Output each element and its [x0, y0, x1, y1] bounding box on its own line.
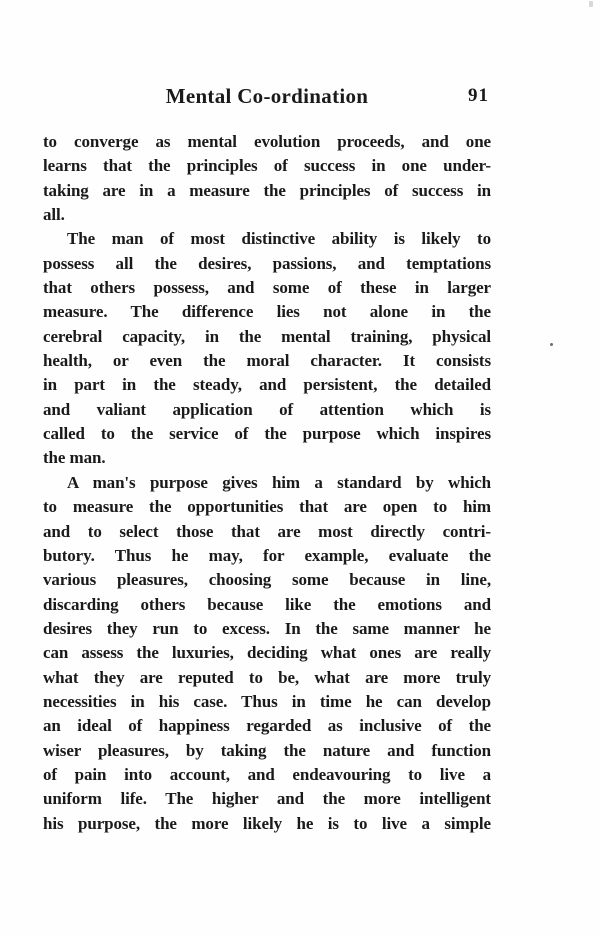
text-line: measure. The difference lies not alone in the: [43, 302, 491, 322]
text-line: in part in the steady, and persistent, the detailed: [43, 375, 491, 395]
text-line: taking are in a measure the principles of success in: [43, 180, 491, 200]
scan-mark: [589, 1, 593, 7]
text-line: of pain into account, and endeavouring to live a: [43, 764, 491, 784]
text-line: to converge as mental evolution proceeds, and one: [43, 132, 491, 151]
paragraph: [43, 130, 491, 227]
text-line: The man of most distinctive ability is likely to: [67, 229, 491, 249]
running-title: Mental Co-ordination: [165, 84, 369, 108]
text-line: health, or even the moral character. It consists: [43, 351, 491, 371]
paragraph: [43, 471, 491, 836]
text-block: [43, 130, 491, 836]
paragraph: [43, 227, 491, 470]
text-line: butory. Thus he may, for example, evaluate the: [43, 545, 491, 565]
text-line: discarding others because like the emotions and: [43, 594, 491, 614]
text-line: cerebral capacity, in the mental training, physical: [43, 326, 491, 346]
text-line: uniform life. The higher and the more intelligent: [43, 789, 491, 809]
page-number: 91: [468, 85, 489, 106]
scan-speck: [550, 343, 553, 346]
text-line: all.: [43, 205, 65, 225]
text-line: desires they run to excess. In the same manner he: [43, 618, 491, 638]
text-line: various pleasures, choosing some because in line,: [43, 570, 491, 590]
text-line: that others possess, and some of these in larger: [43, 278, 491, 298]
text-line: what they are reputed to be, what are more truly: [43, 667, 491, 687]
text-line: A man's purpose gives him a standard by which: [67, 472, 491, 492]
text-line: to measure the opportunities that are open to him: [43, 497, 491, 517]
page-header: [43, 84, 491, 114]
text-line: an ideal of happiness regarded as inclusive of the: [43, 716, 491, 736]
text-line: his purpose, the more likely he is to live a simple: [43, 813, 491, 833]
text-line: learns that the principles of success in one under-: [43, 156, 491, 176]
text-line: possess all the desires, passions, and temptations: [43, 253, 491, 273]
text-line: necessities in his case. Thus in time he can develop: [43, 691, 491, 711]
text-line: can assess the luxuries, deciding what ones are really: [43, 643, 491, 663]
text-line: the man.: [43, 448, 106, 468]
text-line: called to the service of the purpose which inspires: [43, 424, 491, 444]
text-line: wiser pleasures, by taking the nature and function: [43, 740, 491, 760]
text-line: and valiant application of attention which is: [43, 399, 491, 419]
text-line: and to select those that are most directly contri-: [43, 521, 491, 541]
